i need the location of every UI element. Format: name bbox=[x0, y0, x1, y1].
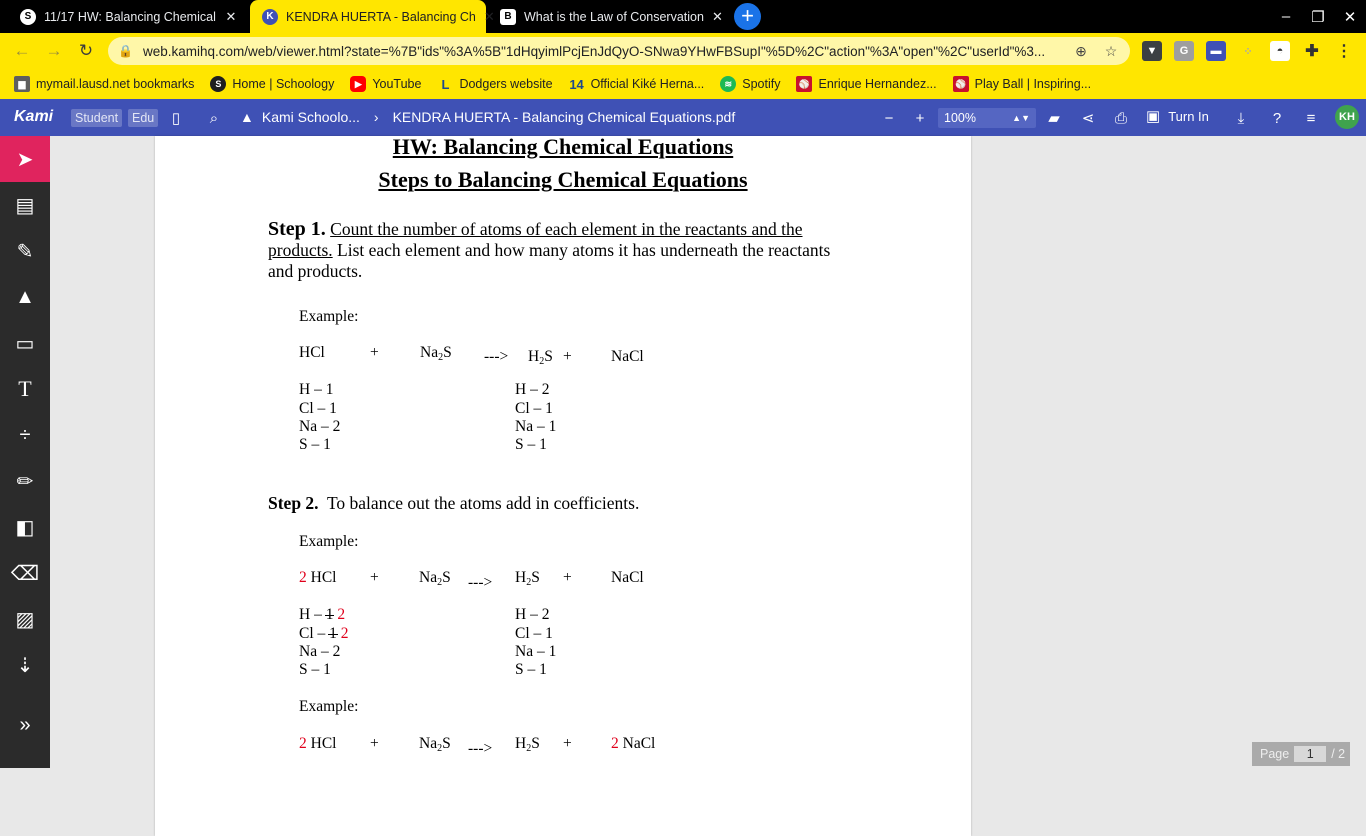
open-folder-icon[interactable]: ▰ bbox=[1048, 110, 1060, 127]
pdf-page bbox=[155, 136, 971, 836]
formula-part: Na bbox=[420, 344, 439, 361]
coefficient: 2 bbox=[337, 606, 346, 623]
breadcrumb-separator: › bbox=[373, 109, 379, 125]
grammar-extension-icon[interactable]: G bbox=[1174, 41, 1194, 61]
page-indicator bbox=[1252, 742, 1350, 766]
formula-hcl bbox=[299, 735, 336, 753]
step-1-paragraph bbox=[268, 219, 848, 282]
file-name: KENDRA HUERTA - Balancing Chemical Equations.pdf bbox=[392, 109, 736, 125]
kami-header bbox=[0, 99, 1366, 136]
kami-icon: K bbox=[262, 9, 278, 25]
lock-icon: 🔒 bbox=[118, 44, 133, 58]
more-menu-icon[interactable]: ⋮ bbox=[1336, 43, 1352, 60]
new-tab-button[interactable]: + bbox=[734, 3, 761, 30]
bookmark-enrique[interactable] bbox=[796, 76, 936, 92]
subscript: 2 bbox=[438, 352, 444, 363]
browser-tab-schoology[interactable] bbox=[8, 0, 248, 33]
help-icon[interactable]: ? bbox=[1272, 109, 1282, 127]
kami-logo: Kami bbox=[14, 108, 54, 125]
document-viewer[interactable] bbox=[50, 136, 1366, 768]
atom-count: Na – 2 bbox=[299, 643, 341, 660]
coefficient: 2 bbox=[611, 735, 619, 752]
zoom-value: 100% bbox=[944, 111, 976, 125]
reload-icon[interactable]: ↻ bbox=[78, 41, 94, 60]
bookmarks-bar bbox=[0, 69, 1366, 99]
plus-sign: + bbox=[563, 569, 572, 586]
document-title: HW: Balancing Chemical Equations bbox=[392, 134, 734, 159]
step-2-text: To balance out the atoms add in coefficients. bbox=[326, 493, 640, 513]
subscript: 2 bbox=[526, 577, 532, 588]
bookmark-schoology[interactable] bbox=[210, 76, 334, 92]
coefficient: 2 bbox=[299, 735, 307, 752]
zoom-select[interactable] bbox=[938, 108, 1036, 128]
schoology-icon: S bbox=[20, 9, 36, 25]
atom-count: H – 2 bbox=[515, 381, 550, 398]
select-caret-icon: ▲▼ bbox=[1012, 113, 1030, 123]
bookmark-label: Home | Schoology bbox=[232, 77, 335, 91]
highlight-tool-icon[interactable]: ✎ bbox=[16, 240, 34, 263]
formula-nacl: NaCl bbox=[611, 569, 644, 586]
atom-count: S – 1 bbox=[299, 436, 331, 453]
atom-count: Cl – 1 bbox=[515, 625, 553, 642]
tool-sidebar bbox=[0, 136, 50, 768]
dodgers-icon: L bbox=[441, 76, 450, 92]
element-label: Cl – bbox=[299, 625, 330, 642]
atom-count: S – 1 bbox=[515, 661, 547, 678]
comment-tool-icon[interactable]: ▭ bbox=[15, 332, 35, 355]
element-label: H – bbox=[299, 606, 326, 623]
formula-part: Na bbox=[419, 569, 438, 586]
download-icon[interactable]: ⤓ bbox=[1237, 109, 1245, 127]
bookmark-star-icon[interactable]: ☆ bbox=[1104, 42, 1118, 59]
maximize-window-button[interactable]: ❐ bbox=[1311, 8, 1325, 26]
zoom-in-icon[interactable]: + bbox=[915, 109, 925, 127]
screencast-extension-icon[interactable]: ◓ bbox=[1270, 41, 1290, 61]
formula-part: S bbox=[544, 348, 553, 365]
step-1-text: List each element and how many atoms it has underneath the reactants and products. bbox=[268, 240, 831, 281]
save-icon: ▣ bbox=[1146, 108, 1161, 125]
page-label: Page bbox=[1260, 747, 1290, 761]
tab-title: What is the Law of Conservation bbox=[524, 9, 704, 24]
address-bar[interactable] bbox=[108, 37, 1130, 65]
plus-sign: + bbox=[370, 569, 379, 586]
formula-part: S bbox=[442, 735, 451, 752]
step-2-paragraph bbox=[268, 493, 848, 514]
atom-count bbox=[299, 606, 345, 624]
install-app-icon[interactable]: ⊕ bbox=[1075, 42, 1087, 59]
reaction-arrow: ---> bbox=[468, 574, 493, 591]
youtube-icon: ▶ bbox=[350, 76, 366, 92]
formula-hcl bbox=[299, 569, 336, 587]
mlb-icon: ⚾ bbox=[796, 76, 812, 92]
formula-na2s bbox=[420, 344, 452, 363]
eraser-tool-icon[interactable]: ⌫ bbox=[10, 562, 40, 585]
formula-part: S bbox=[443, 344, 452, 361]
formula-part: S bbox=[531, 569, 540, 586]
bookmark-label: Spotify bbox=[742, 77, 781, 91]
subscript: 2 bbox=[539, 356, 545, 367]
shapes-tool-icon[interactable]: ◧ bbox=[15, 516, 35, 539]
sidebar-toggle-icon[interactable]: ▯ bbox=[171, 110, 181, 127]
atom-count: S – 1 bbox=[515, 436, 547, 453]
browser-tab-strip bbox=[0, 0, 1366, 33]
document-subtitle: Steps to Balancing Chemical Equations bbox=[378, 167, 748, 192]
formula-hcl: HCl bbox=[299, 344, 325, 361]
minimize-window-button[interactable]: – bbox=[1281, 8, 1291, 25]
forward-arrow-icon[interactable]: → bbox=[45, 41, 63, 60]
bookmark-spotify[interactable] bbox=[720, 76, 780, 92]
bookmark-playball[interactable] bbox=[953, 76, 1092, 92]
share-icon[interactable]: ⋖ bbox=[1081, 110, 1095, 127]
dictionary-tool-icon[interactable]: ▤ bbox=[15, 194, 35, 217]
select-tool-icon[interactable]: ➤ bbox=[0, 136, 50, 182]
extensions-icon[interactable]: ✚ bbox=[1305, 43, 1319, 60]
reaction-arrow: ---> bbox=[484, 348, 509, 365]
plus-sign: + bbox=[370, 344, 379, 361]
formula-part: HCl bbox=[310, 569, 337, 586]
atom-count: Cl – 1 bbox=[299, 400, 337, 417]
avatar[interactable]: KH bbox=[1335, 105, 1359, 129]
bookmark-dodgers[interactable] bbox=[437, 76, 552, 92]
browser-toolbar bbox=[0, 33, 1366, 69]
edu-badge: Edu bbox=[128, 109, 158, 127]
example-label: Example: bbox=[299, 308, 359, 325]
close-tab-icon[interactable]: ✕ bbox=[483, 8, 495, 24]
coefficient: 2 bbox=[340, 625, 349, 642]
atom-count: Cl – 1 bbox=[515, 400, 553, 417]
page-total: / 2 bbox=[1331, 747, 1346, 761]
google-drive-icon: ▲ bbox=[240, 109, 254, 125]
formula-part: S bbox=[442, 569, 451, 586]
browser-tab-kami[interactable] bbox=[250, 0, 495, 33]
folder-icon: ▆ bbox=[14, 76, 30, 92]
atom-count: H – 1 bbox=[299, 381, 334, 398]
bookmark-label: Enrique Hernandez... bbox=[818, 77, 937, 91]
formula-h2s bbox=[515, 569, 540, 588]
reaction-arrow: ---> bbox=[468, 740, 493, 757]
formula-part: HCl bbox=[310, 735, 337, 752]
formula-part: Na bbox=[419, 735, 438, 752]
expand-tools-icon[interactable]: » bbox=[19, 713, 31, 736]
search-icon[interactable]: ⌕ bbox=[209, 109, 219, 127]
url-text: web.kamihq.com/web/viewer.html?state=%7B"ids"%3A%5B"1dHqyimlPcjEnJdQyO-SNwa9YHwFBSupI"%5D%2C"action"%3A"open"%2C"userId"%3... bbox=[142, 43, 1046, 59]
atom-count: Na – 1 bbox=[515, 643, 557, 660]
bookmark-youtube[interactable] bbox=[350, 76, 421, 92]
step-1-underlined: Count the number of atoms of each element in the reactants and the products. bbox=[268, 219, 803, 260]
puzzle-piece-extension-icon[interactable]: ⁘ bbox=[1243, 45, 1253, 58]
step-2-number: Step 2. bbox=[268, 493, 319, 513]
bookmark-mymail-folder[interactable] bbox=[14, 76, 194, 92]
tab-title: 11/17 HW: Balancing Chemical bbox=[44, 9, 216, 24]
spotify-icon: ≋ bbox=[720, 76, 736, 92]
markup-tool-icon[interactable]: ▲ bbox=[15, 285, 35, 308]
atom-count: Na – 1 bbox=[515, 418, 557, 435]
bookmark-label: YouTube bbox=[372, 77, 422, 91]
zoom-out-icon[interactable]: − bbox=[884, 109, 894, 127]
formula-nacl: NaCl bbox=[611, 348, 644, 365]
example-label: Example: bbox=[299, 533, 359, 550]
bookmark-label: mymail.lausd.net bookmarks bbox=[36, 77, 195, 91]
atom-count bbox=[299, 625, 349, 643]
breadcrumb-folder[interactable]: Kami Schoolo... bbox=[261, 109, 360, 125]
atom-count: Na – 2 bbox=[299, 418, 341, 435]
formula-h2s bbox=[528, 348, 553, 367]
subscript: 2 bbox=[437, 743, 443, 754]
kike-icon: 14 bbox=[569, 76, 584, 92]
formula-na2s bbox=[419, 735, 451, 754]
bookmark-label: Play Ball | Inspiring... bbox=[974, 77, 1092, 91]
menu-icon[interactable]: ≡ bbox=[1306, 109, 1316, 127]
bookmark-label: Dodgers website bbox=[459, 77, 553, 91]
plus-sign: + bbox=[563, 348, 572, 365]
close-tab-icon[interactable]: ✕ bbox=[711, 8, 723, 24]
back-arrow-icon[interactable]: ← bbox=[13, 41, 31, 60]
signature-tool-icon[interactable]: ⇣ bbox=[16, 654, 34, 677]
crossed-out-count: 1 bbox=[325, 606, 334, 623]
schoology-icon: S bbox=[210, 76, 226, 92]
equation-tool-icon[interactable]: ÷ bbox=[19, 423, 31, 446]
page-number-input[interactable]: 1 bbox=[1294, 746, 1326, 762]
bookmark-label: Official Kiké Herna... bbox=[590, 77, 705, 91]
bookmark-kike[interactable] bbox=[569, 76, 705, 92]
image-tool-icon[interactable]: ▨ bbox=[15, 608, 35, 631]
print-icon[interactable]: ⎙ bbox=[1114, 109, 1127, 127]
close-tab-icon[interactable]: ✕ bbox=[225, 8, 237, 24]
brainpop-icon: B bbox=[500, 9, 516, 25]
breadcrumb bbox=[240, 109, 735, 125]
formula-h2s bbox=[515, 735, 540, 754]
formula-part: H bbox=[515, 735, 527, 752]
formula-part: NaCl bbox=[622, 735, 656, 752]
subscript: 2 bbox=[526, 743, 532, 754]
example-label: Example: bbox=[299, 698, 359, 715]
subscript: 2 bbox=[437, 577, 443, 588]
drawing-tool-icon[interactable]: ✏ bbox=[16, 470, 34, 493]
coefficient: 2 bbox=[299, 569, 307, 586]
formula-part: H bbox=[515, 569, 527, 586]
turn-in-button[interactable] bbox=[1146, 107, 1209, 125]
kami-extension-icon[interactable]: ▬ bbox=[1206, 41, 1226, 61]
plus-sign: + bbox=[563, 735, 572, 752]
formula-part: H bbox=[528, 348, 540, 365]
student-badge: Student bbox=[71, 109, 122, 127]
plus-sign: + bbox=[370, 735, 379, 752]
atom-count: H – 2 bbox=[515, 606, 550, 623]
formula-part: S bbox=[531, 735, 540, 752]
close-window-button[interactable]: ✕ bbox=[1343, 8, 1357, 26]
crossed-out-count: 1 bbox=[329, 625, 337, 642]
atom-count: S – 1 bbox=[299, 661, 331, 678]
text-tool-icon[interactable]: T bbox=[18, 376, 32, 401]
step-1-number: Step 1. bbox=[268, 218, 326, 240]
mlb-icon: ⚾ bbox=[953, 76, 969, 92]
formula-na2s bbox=[419, 569, 451, 588]
browser-tab-brainpop[interactable] bbox=[488, 0, 728, 33]
formula-nacl bbox=[611, 735, 655, 753]
shield-extension-icon[interactable]: ▼ bbox=[1142, 41, 1162, 61]
turn-in-label: Turn In bbox=[1168, 108, 1209, 124]
tab-title: KENDRA HUERTA - Balancing Ch bbox=[286, 9, 476, 24]
